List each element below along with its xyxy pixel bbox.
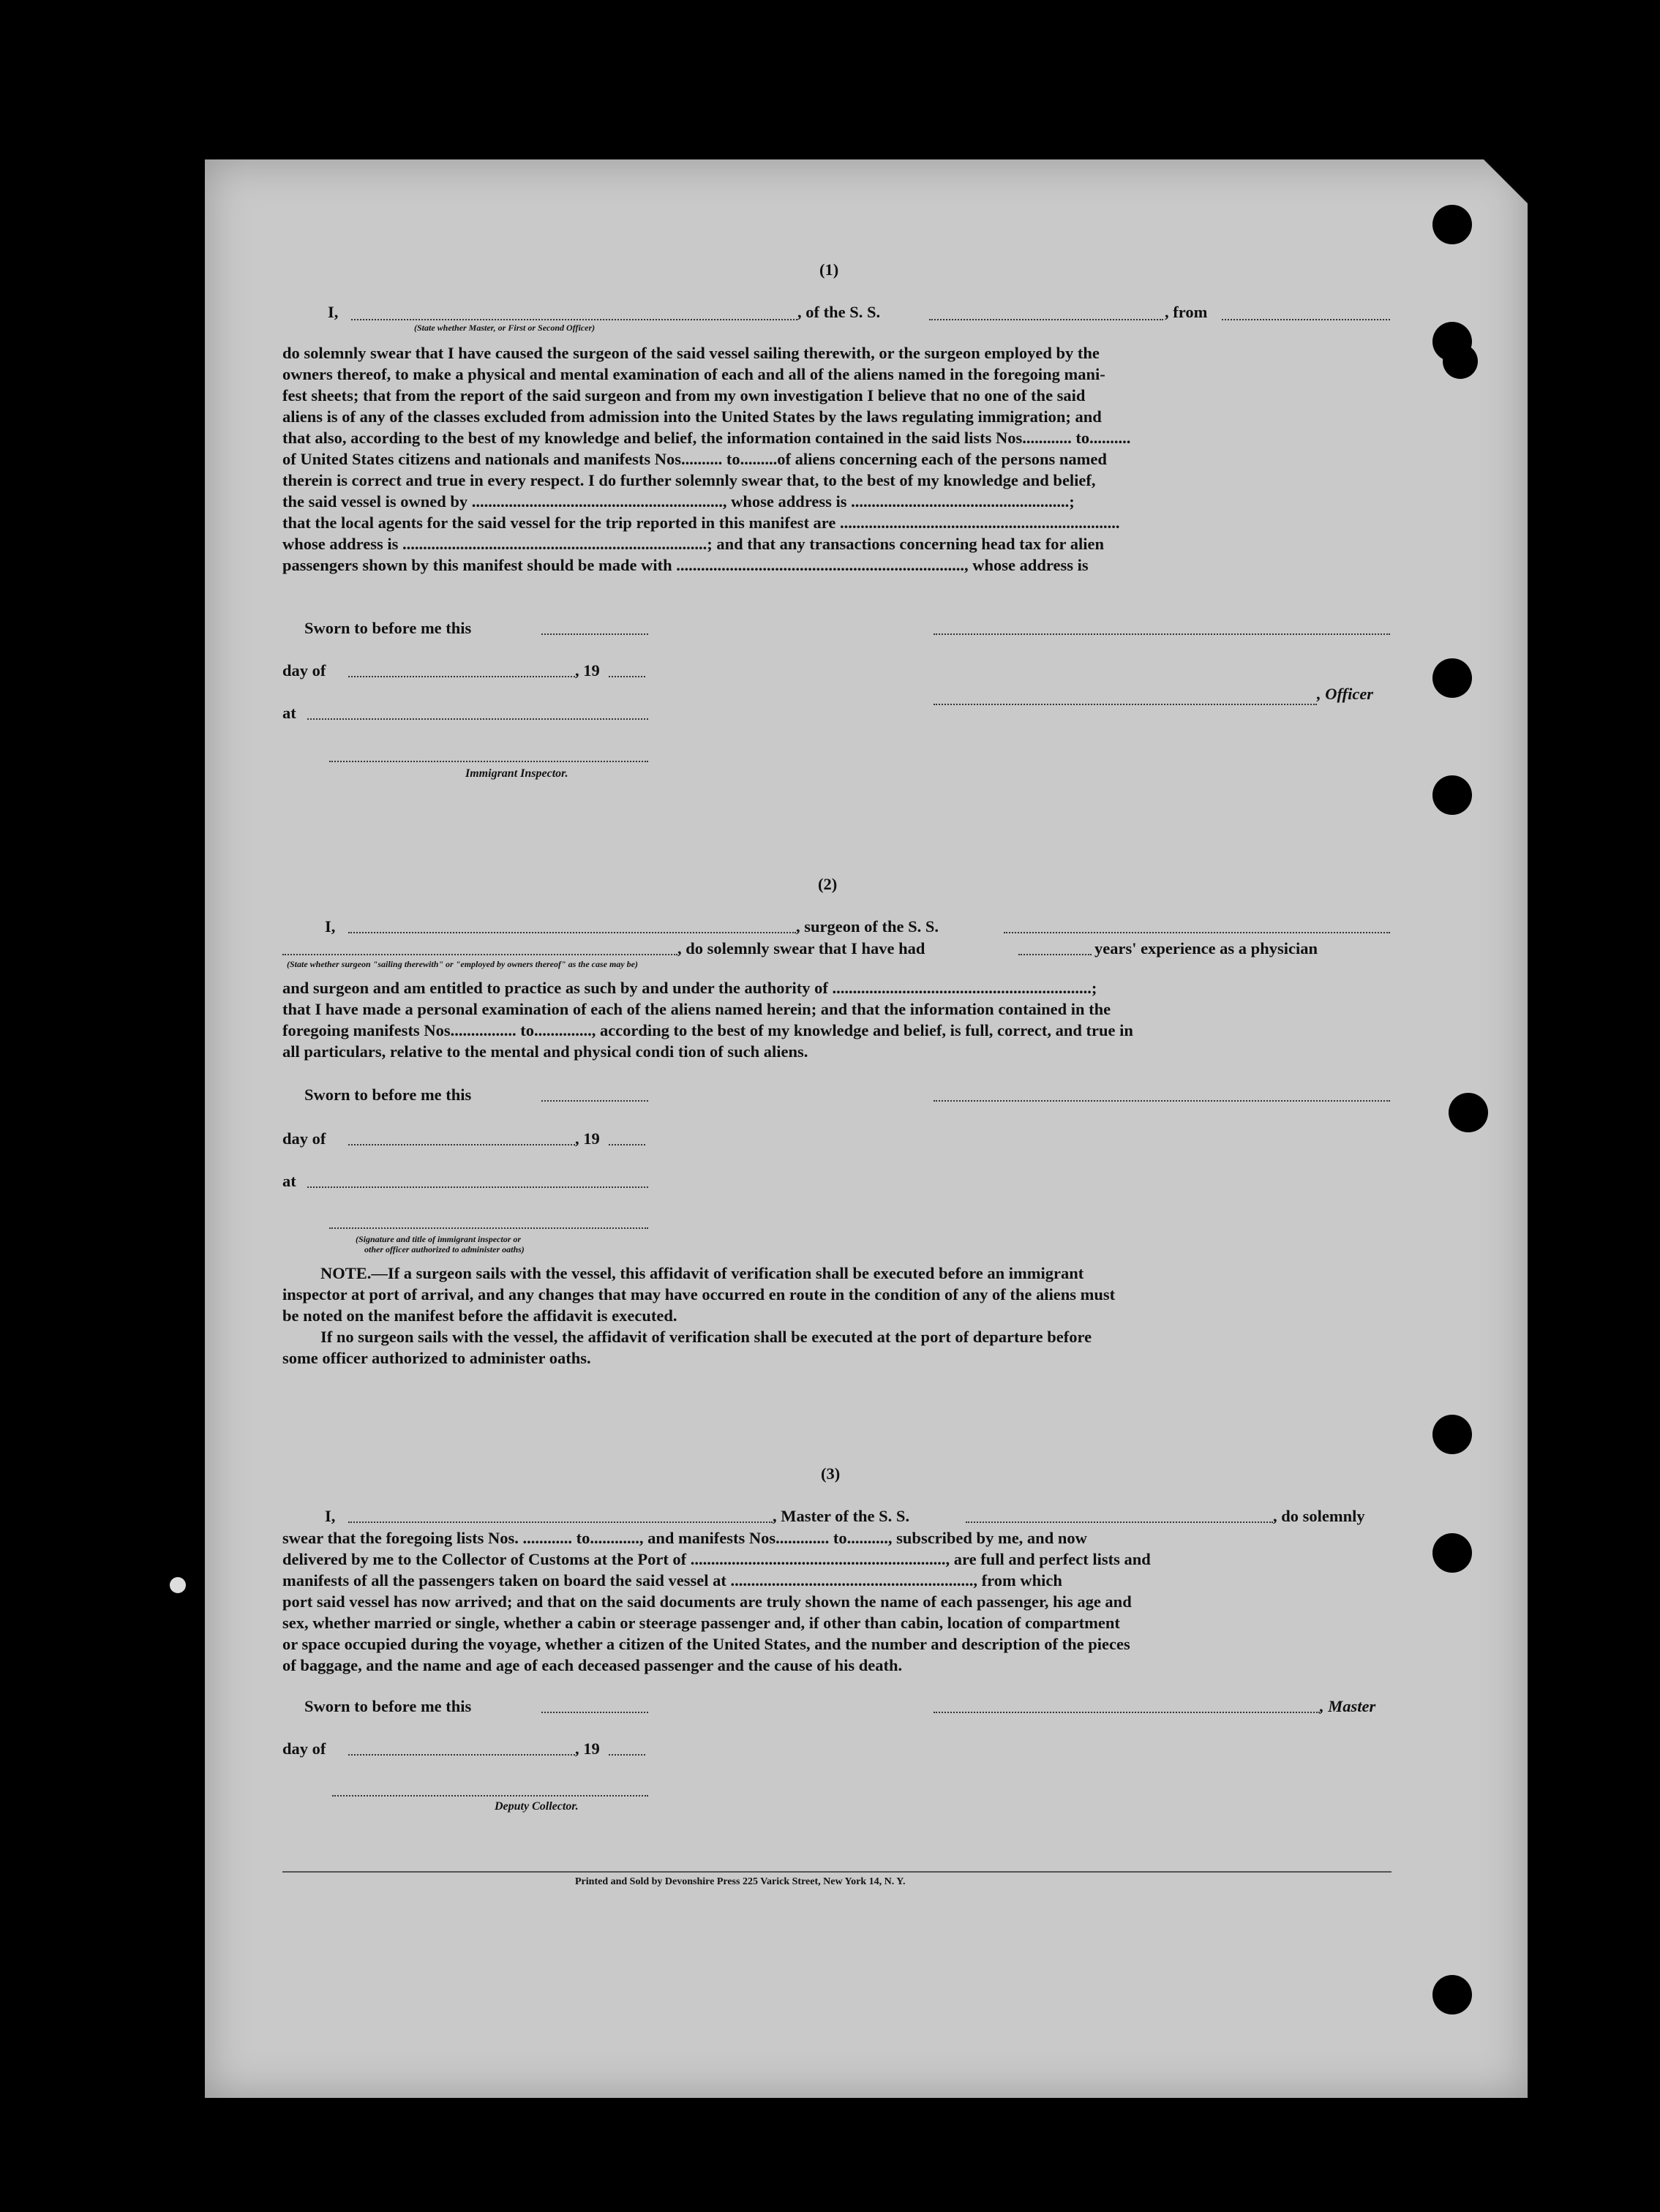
note-line: some officer authorized to administer oaths. [282,1349,591,1367]
sec1-line: that also, according to the best of my knowledge and belief, the information contained in the said lists Nos............ to.......... [282,429,1131,447]
sec3-body [282,1527,1392,1676]
officer-note: (State whether Master, or First or Second Officer) [414,323,596,333]
sec3-line: of baggage, and the name and age of each deceased passenger and the cause of his death. [282,1656,903,1674]
sec2-note: (State whether surgeon "sailing therewith" or "employed by owners thereof" as the case may be) [287,959,638,969]
printer-imprint: Printed and Sold by Devonshire Press 225 Varick Street, New York 14, N. Y. [575,1876,906,1887]
sec3-year: , 19 [575,1739,600,1758]
sec1-line: passengers shown by this manifest should be made with ......................................................................, whose address is [282,556,1089,574]
sec2-second-line [282,954,677,955]
vessel-name-line [929,319,1163,320]
sec2-do-swear: , do solemnly swear that I have had [677,939,925,958]
sec1-line: whose address is ..........................................................................; and that any transactions concerning head tax for alien [282,535,1104,553]
note-line: inspector at port of arrival, and any changes that may have occurred en route in the condition of any of the aliens must [282,1285,1116,1304]
years-line [1018,954,1092,955]
punch-hole [1432,205,1472,244]
officer-signature-line [934,704,1317,705]
sec2-signature-line [934,1100,1390,1102]
sec3-line: or space occupied during the voyage, whether a citizen of the United States, and the number and description of the pieces [282,1635,1130,1653]
sec1-line: fest sheets; that from the report of the said surgeon and from my own investigation I believe that no one of the said [282,386,1086,405]
sec3-opening: I, [325,1507,336,1525]
punch-hole [1432,1975,1472,2014]
sec3-day-line [348,1754,575,1756]
sec3-line: port said vessel has now arrived; and that on the said documents are truly shown the name of each passenger, his age and [282,1592,1132,1611]
sec1-year: , 19 [575,661,600,680]
sec2-year-line [609,1144,645,1146]
punch-hole [1432,658,1472,698]
sec3-sworn: Sworn to before me this [304,1697,472,1715]
sec2-sworn-line [541,1100,648,1102]
deputy-signature-line [332,1795,648,1797]
punch-hole [1432,1415,1472,1454]
section-1-number: (1) [819,260,839,279]
sec2-surgeon-of: , surgeon of the S. S. [796,917,939,936]
sec2-years: years' experience as a physician [1094,939,1318,958]
sec3-sworn-line [541,1712,648,1713]
note-line: NOTE.—If a surgeon sails with the vessel, this affidavit of verification shall be executed before an immigrant [320,1264,1084,1282]
sec3-do-solemnly: , do solemnly [1273,1507,1365,1525]
inspector-signature-line [329,761,648,762]
note-line: If no surgeon sails with the vessel, the affidavit of verification shall be executed at the port of departure before [320,1328,1092,1346]
section-2-number: (2) [818,875,838,893]
sec2-line: that I have made a personal examination of each of the aliens named herein; and that the information contained in the [282,1000,1111,1018]
note-line: be noted on the manifest before the affidavit is executed. [282,1306,677,1325]
sec2-sig-note-1: (Signature and title of immigrant inspector or [356,1234,522,1244]
sec3-line: sex, whether married or single, whether a cabin or steerage passenger and, if other than cabin, location of compartment [282,1614,1120,1632]
sec1-officer: , Officer [1317,685,1374,703]
sec1-line: owners thereof, to make a physical and mental examination of each and all of the aliens named in the foregoing mani- [282,365,1105,383]
at-place-line [307,718,648,720]
sec2-day-line [348,1144,575,1146]
sec1-line: that the local agents for the said vessel for the trip reported in this manifest are .................................................................... [282,514,1120,532]
sec2-at: at [282,1172,296,1190]
sec1-day-of: day of [282,661,326,680]
punch-hole [1443,344,1478,379]
master-signature-line [934,1712,1320,1713]
sec3-master-of: , Master of the S. S. [773,1507,910,1525]
punch-hole [1432,775,1472,815]
sec1-line: therein is correct and true in every respect. I do further solemnly swear that, to the best of my knowledge and belief, [282,471,1096,489]
sworn-date-line [541,633,648,635]
sec2-vessel-line [1004,932,1390,933]
sec1-of-ss: , of the S. S. [797,303,881,321]
punch-hole [1449,1093,1488,1132]
sec1-from: , from [1165,303,1208,321]
punch-hole [170,1577,186,1593]
sec2-day-of: day of [282,1129,326,1148]
address-line [934,633,1390,635]
sec1-line: of United States citizens and nationals and manifests Nos.......... to.........of aliens concerning each of the persons named [282,450,1107,468]
punch-hole [1432,1533,1472,1573]
section-3-number: (3) [821,1464,841,1483]
sec3-deputy: Deputy Collector. [495,1800,579,1813]
sec2-sig-note-2: other officer authorized to administer oaths) [364,1244,525,1254]
sec2-officer-line [329,1227,648,1229]
verification-note [282,1263,1392,1369]
officer-name-line [351,319,797,320]
sec3-master: , Master [1320,1697,1376,1715]
footer-rule [282,1871,1392,1873]
sec1-at: at [282,704,296,722]
sec2-at-line [307,1186,648,1188]
sec3-line: delivered by me to the Collector of Customs at the Port of .............................................................., are full and perfect lists and [282,1550,1151,1568]
master-name-line [348,1521,773,1523]
sec3-year-line [609,1754,645,1756]
from-port-line [1222,319,1390,320]
sec2-year: , 19 [575,1129,600,1148]
sec1-body [282,342,1392,576]
sec1-line: do solemnly swear that I have caused the surgeon of the said vessel sailing therewith, or the surgeon employed by the [282,344,1100,362]
sec3-day-of: day of [282,1739,326,1758]
year-line [609,676,645,677]
sec2-body [282,977,1392,1062]
sec3-line: swear that the foregoing lists Nos. ............ to............, and manifests Nos............. to.........., subscribed by me, and now [282,1529,1087,1547]
sec1-line: the said vessel is owned by ............................................................., whose address is .....................................................; [282,492,1075,511]
sec1-line: aliens is of any of the classes excluded from admission into the United States by the laws regulating immigration; and [282,407,1102,426]
sec1-inspector: Immigrant Inspector. [465,767,568,780]
sec2-line: and surgeon and am entitled to practice as such by and under the authority of ...............................................................; [282,979,1097,997]
sec2-sworn: Sworn to before me this [304,1086,472,1104]
sec2-opening: I, [325,917,336,936]
sec1-opening: I, [328,303,339,321]
sec3-vessel-line [966,1521,1273,1523]
day-line [348,676,575,677]
sec2-line: foregoing manifests Nos................ to.............., according to the best of my knowledge and belief, is full, correct, and true in [282,1021,1133,1039]
surgeon-name-line [348,932,796,933]
sec3-line: manifests of all the passengers taken on board the said vessel at ..........................................................., from which [282,1571,1062,1590]
sec1-sworn: Sworn to before me this [304,619,472,637]
sec2-line: all particulars, relative to the mental and physical condi tion of such aliens. [282,1042,808,1061]
